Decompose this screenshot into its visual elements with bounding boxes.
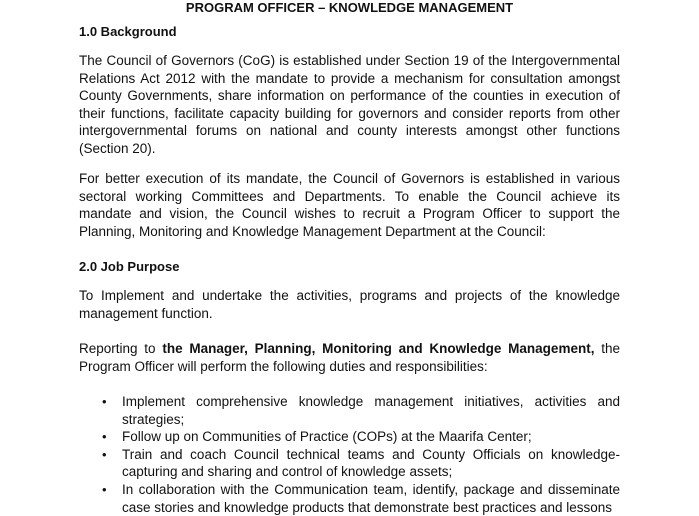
bullet-icon: • — [102, 446, 107, 462]
reporting-manager: the Manager, Planning, Monitoring and Knowledge Management, — [162, 341, 595, 356]
section-heading-job-purpose: 2.0 Job Purpose — [79, 259, 180, 274]
duties-list — [79, 393, 620, 516]
list-item-text: Train and coach Council technical teams and County Officials on knowledge-capturing and sharing and control of knowledge assets; — [122, 446, 620, 480]
list-item — [79, 428, 620, 446]
list-item — [79, 481, 620, 516]
job-purpose-paragraph: To Implement and undertake the activities, programs and projects of the knowledge management function. — [79, 288, 620, 321]
list-item — [79, 446, 620, 481]
background-paragraph-1: The Council of Governors (CoG) is established under Section 19 of the Intergovernmental Relations Act 2012 with the mandate to provide a mechanism for consultation amongst County Governments, share information on performance of the counties in execution of their functions, facilitate capacity building for governors and consider reports from other intergovernmental forums on national and county interests amongst other functions (Section 20). — [79, 53, 620, 156]
bullet-icon: • — [102, 481, 107, 497]
bullet-icon: • — [102, 429, 107, 445]
document-title: PROGRAM OFFICER – KNOWLEDGE MANAGEMENT — [185, 0, 514, 15]
section-heading-background: 1.0 Background — [79, 24, 177, 39]
list-item — [79, 393, 620, 428]
reporting-prefix: Reporting to — [79, 341, 163, 356]
list-item-text: Implement comprehensive knowledge management initiatives, activities and strategies; — [122, 394, 620, 427]
reporting-paragraph — [79, 340, 620, 375]
bullet-icon: • — [102, 394, 107, 409]
list-item-text: In collaboration with the Communication team, identify, package and disseminate case stories and knowledge products that demonstrate best practices and lessons — [122, 481, 620, 515]
reporting-suffix: the Program Officer will perform the following duties and responsibilities: — [79, 341, 620, 374]
list-item-text: Follow up on Communities of Practice (COPs) at the Maarifa Center; — [122, 429, 532, 445]
background-paragraph-2: For better execution of its mandate, the Council of Governors is established in various sectoral working Committees and Departments. To enable the Council achieve its mandate and vision, the Council wishes to recruit a Program Officer to support the Planning, Monitoring and Knowledge Management Department at the Council: — [79, 171, 620, 239]
